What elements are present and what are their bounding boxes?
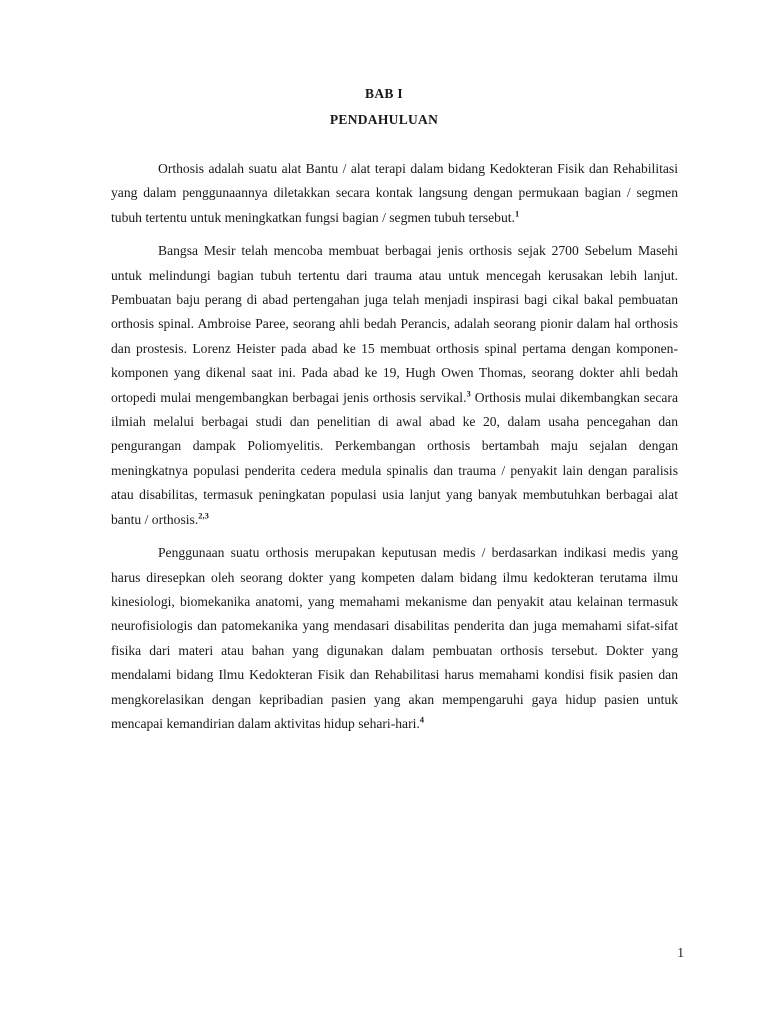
footnote-ref-4: 4 (419, 714, 425, 725)
paragraph-1-text: Orthosis adalah suatu alat Bantu / alat terapi dalam bidang Kedokteran Fisik dan Rehabilitasi yang dalam penggunaannya diletakkan secara kontak langsung dengan permukaan bagian / segmen tubuh tertentu untuk meningkatkan fungsi bagian / segmen tubuh tersebut. (111, 161, 678, 225)
document-body (111, 157, 678, 745)
paragraph-2-text-b: Orthosis mulai dikembangkan secara ilmiah melalui berbagai studi dan penelitian di awal abad ke 20, dalam usaha pencegahan dan pengurangan dampak Poliomyelitis. Perkembangan orthosis bertambah maju sejalan dengan meningkatnya populasi penderita cedera medula spinalis dan trauma / penyakit lain dengan paralisis atau disabilitas, termasuk peningkatan populasi usia lanjut yang banyak membutuhkan berbagai alat bantu / orthosis. (111, 389, 678, 527)
paragraph-3-text: Penggunaan suatu orthosis merupakan keputusan medis / berdasarkan indikasi medis yang harus diresepkan oleh seorang dokter yang kompeten dalam bidang ilmu kedokteran terutama ilmu kinesiologi, biomekanika anatomi, yang memahami mekanisme dan penyakit atau kelainan termasuk neurofisiologis dan patomekanika yang mendasari disabilitas penderita dan juga memahami sifat-sifat fisika dari materi atau bahan yang digunakan dalam pembuatan orthosis tersebut. Dokter yang mendalami bidang Ilmu Kedokteran Fisik dan Rehabilitasi harus memahami kondisi fisik pasien dan mengkorelasikan dengan kepribadian pasien yang akan mempengaruhi gaya hidup pasien untuk mencapai kemandirian dalam aktivitas hidup sehari-hari. (111, 545, 678, 731)
footnote-ref-2-3: 2,3 (198, 510, 209, 521)
paragraph-1 (111, 157, 678, 230)
chapter-title: PENDAHULUAN (329, 112, 439, 127)
footnote-ref-1: 1 (514, 208, 520, 219)
paragraph-2-text-a: Bangsa Mesir telah mencoba membuat berbagai jenis orthosis sejak 2700 Sebelum Masehi untuk melindungi bagian tubuh tertentu dari trauma atau untuk mencegah kerusakan lebih lanjut. Pembuatan baju perang di abad pertengahan juga telah menjadi inspirasi bagi cikal bakal pembuatan orthosis spinal. Ambroise Paree, seorang ahli bedah Perancis, adalah seorang pionir dalam hal orthosis dan prostesis. Lorenz Heister pada abad ke 15 membuat orthosis spinal pertama dengan komponen-komponen yang dikenal saat ini. Pada abad ke 19, Hugh Owen Thomas, seorang dokter ahli bedah ortopedi mulai mengembangkan berbagai jenis orthosis servikal. (111, 243, 678, 405)
paragraph-3 (111, 541, 678, 736)
paragraph-2 (111, 239, 678, 532)
chapter-heading: BAB I (365, 86, 403, 101)
footnote-ref-3: 3 (466, 388, 471, 399)
page-number: 1 (677, 945, 684, 960)
